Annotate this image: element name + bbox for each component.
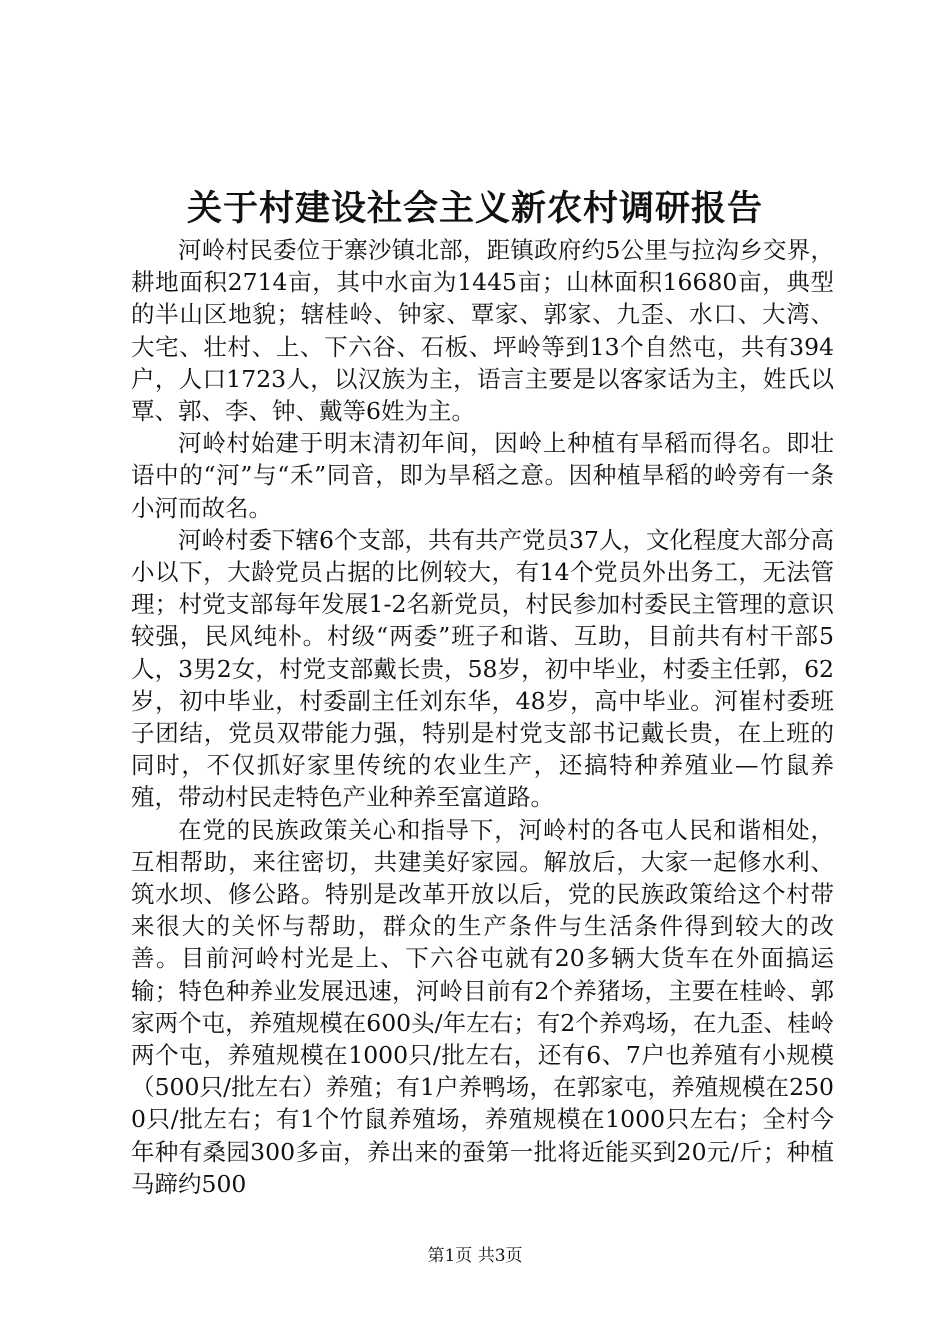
document-title: 关于村建设社会主义新农村调研报告 — [186, 188, 763, 229]
page-footer — [0, 1244, 950, 1268]
paragraph-2: 河岭村始建于明末清初年间，因岭上种植有旱稻而得名。即壮语中的“河”与“禾”同音，即为旱稻之意。因种植旱稻的岭旁有一条小河而故名。 — [131, 429, 834, 522]
document-body — [131, 234, 834, 1200]
page-number-indicator: 第1页 共3页 — [427, 1246, 523, 1266]
paragraph-3: 河岭村委下辖6个支部，共有共产党员37人，文化程度大部分高小以下，大龄党员占据的比例较大，有14个党员外出务工，无法管理；村党支部每年发展1-2名新党员，村民参加村委民主管理的意识较强，民风纯朴。村级“两委”班子和谐、互助，目前共有村干部5人，3男2女，村党支部戴长贵，58岁，初中毕业，村委主任郭，62岁，初中毕业，村委副主任刘东华，48岁，高中毕业。河崔村委班子团结，党员双带能力强，特别是村党支部书记戴长贵，在上班的同时，不仅抓好家里传统的农业生产，还搞特种养殖业—竹鼠养殖，带动村民走特色产业种养至富道路。 — [131, 525, 834, 812]
paragraph-1: 河岭村民委位于寨沙镇北部，距镇政府约5公里与拉沟乡交界，耕地面积2714亩，其中水亩为1445亩；山林面积16680亩，典型的半山区地貌；辖桂岭、钟家、覃家、郭家、九歪、水口、大湾、大宅、壮村、上、下六谷、石板、坪岭等到13个自然屯，共有394户，人口1723人，以汉族为主，语言主要是以客家话为主，姓氏以覃、郭、李、钟、戴等6姓为主。 — [131, 236, 834, 426]
paragraph-4: 在党的民族政策关心和指导下，河岭村的各屯人民和谐相处，互相帮助，来往密切，共建美好家园。解放后，大家一起修水利、筑水坝、修公路。特别是改革开放以后，党的民族政策给这个村带来很大的关怀与帮助，群众的生产条件与生活条件得到较大的改善。目前河岭村光是上、下六谷屯就有20多辆大货车在外面搞运输；特色种养业发展迅速，河岭目前有2个养猪场，主要在桂岭、郭家两个屯，养殖规模在600头/年左右；有2个养鸡场，在九歪、桂岭两个屯，养殖规模在1000只/批左右，还有6、7户也养殖有小规模（500只/批左右）养殖；有1户养鸭场，在郭家屯，养殖规模在2500只/批左右；有1个竹鼠养殖场，养殖规模在1000只左右；全村今年种有桑园300多亩，养出来的蚕第一批将近能买到20元/斤；种植马蹄约500 — [131, 815, 834, 1198]
